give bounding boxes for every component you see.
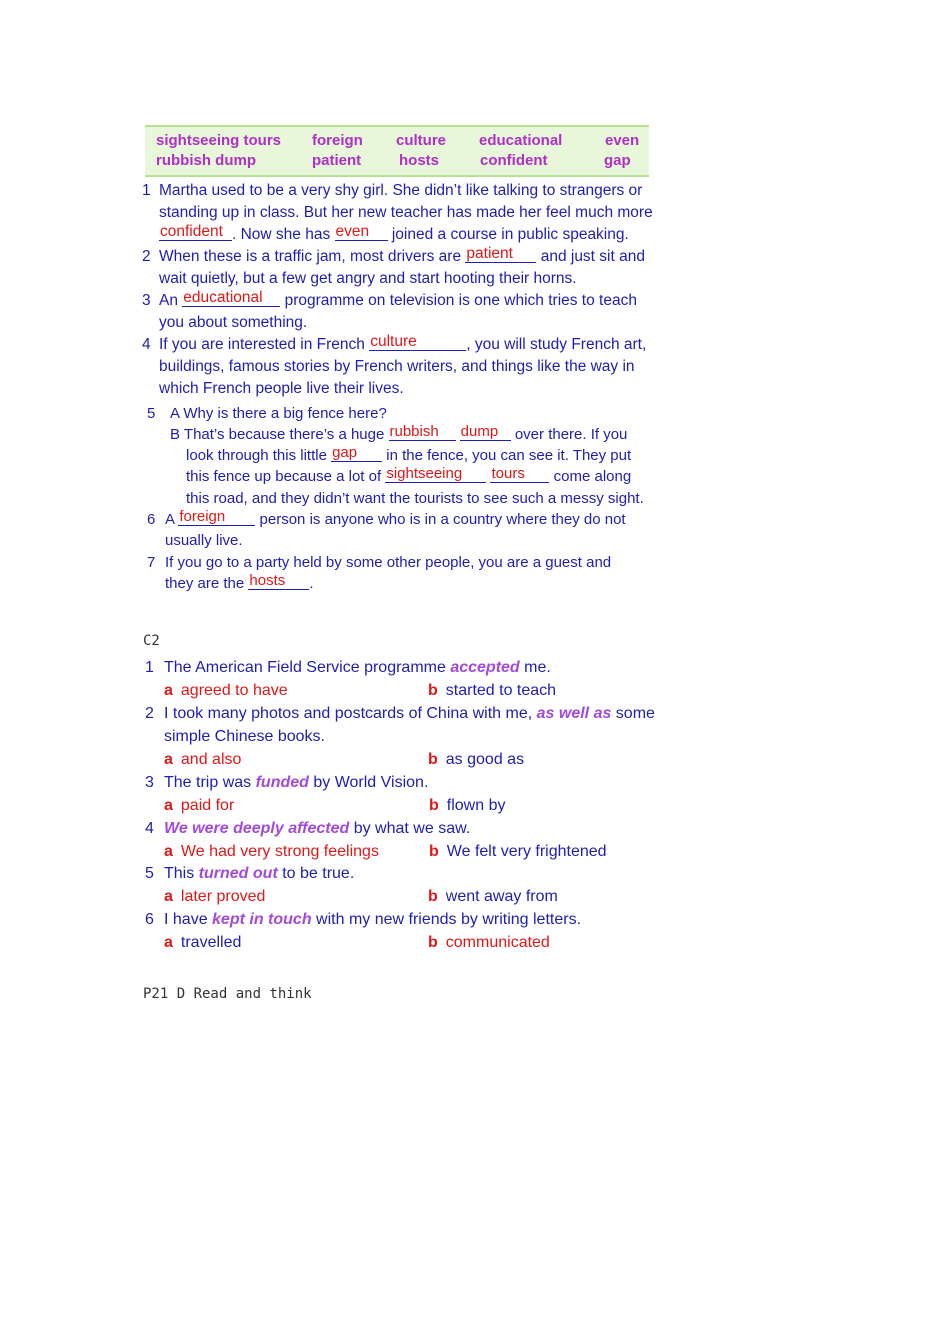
- option-letter: a: [164, 797, 173, 814]
- option-b: [428, 682, 556, 700]
- question-text: over there. If you: [514, 426, 628, 443]
- question-text: [164, 774, 428, 792]
- question-text: [164, 705, 655, 723]
- question-number: 1: [142, 182, 151, 199]
- question-text: some: [611, 705, 655, 722]
- dialogue-line: A Why is there a big fence here?: [170, 405, 387, 422]
- question-number: 5: [147, 405, 156, 422]
- word-item: culture: [396, 132, 447, 149]
- answer-blank: rubbish: [389, 424, 456, 441]
- question-number: 3: [145, 774, 154, 791]
- option-letter: a: [164, 888, 173, 905]
- question-text: I took many photos and postcards of China with me,: [164, 705, 537, 722]
- option-a: [164, 797, 234, 815]
- question-number: 6: [145, 911, 154, 928]
- question-text: [165, 572, 314, 593]
- keyword: funded: [255, 774, 309, 791]
- question-text: me.: [519, 659, 551, 676]
- question-text: An: [159, 292, 178, 309]
- question-text: I have: [164, 911, 213, 928]
- option-a: [164, 843, 379, 861]
- question-text: by World Vision.: [308, 774, 429, 791]
- option-letter: a: [164, 843, 173, 860]
- option-a: [164, 751, 241, 769]
- question-number: 5: [145, 865, 154, 882]
- question-text: This: [164, 865, 199, 882]
- option-letter: b: [428, 682, 438, 699]
- option-letter: b: [428, 751, 438, 768]
- question-text: programme on television is one which tries to teach: [284, 292, 637, 309]
- keyword: accepted: [450, 659, 520, 676]
- question-text: [159, 333, 647, 354]
- question-text: . Now she has: [232, 226, 331, 243]
- section-heading-c2: C2: [143, 633, 160, 649]
- question-text: by what we saw.: [349, 820, 471, 837]
- question-text: with my new friends by writing letters.: [311, 911, 582, 928]
- option-letter: b: [429, 843, 439, 860]
- answer-blank: confident: [159, 224, 232, 241]
- question-number: 2: [145, 705, 154, 722]
- question-text: If you go to a party held by some other people, you are a guest and: [165, 554, 612, 571]
- option-a: [164, 888, 265, 906]
- word-box: [145, 125, 649, 177]
- question-number: 3: [142, 292, 151, 309]
- word-item: foreign: [312, 132, 363, 149]
- question-text: wait quietly, but a few get angry and start hooting their horns.: [159, 270, 577, 287]
- word-item: rubbish dump: [156, 152, 256, 169]
- question-text: this fence up because a lot of: [186, 468, 382, 485]
- question-number: 6: [147, 511, 156, 528]
- question-text: usually live.: [165, 532, 243, 549]
- option-a: [164, 682, 288, 700]
- question-text: they are the: [165, 575, 245, 592]
- question-text: [164, 659, 551, 677]
- question-text: look through this little: [186, 447, 327, 464]
- question-number: 2: [142, 248, 151, 265]
- option-text: and also: [180, 751, 242, 768]
- question-text: [159, 245, 645, 266]
- section-heading-read-and-think: P21 D Read and think: [143, 986, 312, 1002]
- question-text: Martha used to be a very shy girl. She didn’t like talking to strangers or: [159, 182, 643, 199]
- word-item: educational: [479, 132, 563, 149]
- question-text: The American Field Service programme: [164, 659, 451, 676]
- question-number: 1: [145, 659, 154, 676]
- question-text: [164, 820, 470, 838]
- option-letter: b: [429, 797, 439, 814]
- question-text: [164, 911, 581, 929]
- keyword: turned out: [198, 865, 278, 882]
- option-text: travelled: [180, 934, 242, 951]
- option-text: We had very strong feelings: [180, 843, 379, 860]
- word-item: even: [605, 132, 640, 149]
- question-text: [165, 508, 626, 529]
- option-letter: a: [164, 751, 173, 768]
- question-number: 4: [145, 820, 154, 837]
- question-text: in the fence, you can see it. They put: [386, 447, 632, 464]
- keyword: We were deeply affected: [164, 820, 350, 837]
- question-text: person is anyone who is in a country where they do not: [259, 511, 626, 528]
- question-text: The trip was: [164, 774, 256, 791]
- option-text: flown by: [446, 797, 506, 814]
- answer-blank: gap: [331, 445, 382, 462]
- question-text: [159, 223, 629, 244]
- option-letter: a: [164, 682, 173, 699]
- question-text: B That’s because there’s a huge: [170, 426, 385, 443]
- option-letter: b: [428, 888, 438, 905]
- option-b: [429, 843, 607, 861]
- word-item: sightseeing tours: [156, 132, 282, 149]
- dialogue-line: [186, 444, 632, 465]
- option-text: later proved: [180, 888, 266, 905]
- option-text: We felt very frightened: [446, 843, 607, 860]
- dialogue-line: [170, 423, 628, 444]
- question-text: come along: [553, 468, 632, 485]
- keyword: as well as: [536, 705, 612, 722]
- answer-blank: foreign: [178, 509, 255, 526]
- dialogue-line: [186, 465, 632, 486]
- question-text: standing up in class. But her new teacher has made her feel much more: [159, 204, 653, 221]
- option-a: [164, 934, 241, 952]
- question-text: A: [165, 511, 175, 528]
- keyword: kept in touch: [212, 911, 312, 928]
- question-text: to be true.: [277, 865, 355, 882]
- option-text: paid for: [180, 797, 235, 814]
- word-item: patient: [312, 152, 362, 169]
- answer-blank: dump: [460, 424, 511, 441]
- question-text: When these is a traffic jam, most drivers are: [159, 248, 462, 265]
- option-text: went away from: [445, 888, 558, 905]
- question-text: which French people live their lives.: [159, 380, 404, 397]
- question-text: you about something.: [159, 314, 308, 331]
- answer-blank: educational: [182, 290, 280, 307]
- option-text: agreed to have: [180, 682, 288, 699]
- option-letter: a: [164, 934, 173, 951]
- question-text: buildings, famous stories by French writers, and things like the way in: [159, 358, 635, 375]
- option-letter: b: [428, 934, 438, 951]
- word-item: gap: [604, 152, 631, 169]
- word-item: confident: [480, 152, 548, 169]
- question-text: .: [309, 575, 314, 592]
- option-b: [428, 888, 558, 906]
- word-item: hosts: [399, 152, 440, 169]
- option-text: communicated: [445, 934, 550, 951]
- answer-blank: culture: [369, 334, 466, 351]
- option-b: [428, 934, 550, 952]
- answer-blank: even: [335, 224, 388, 241]
- answer-blank: sightseeing: [385, 466, 486, 483]
- option-b: [429, 797, 505, 815]
- option-text: as good as: [445, 751, 525, 768]
- question-text: and just sit and: [540, 248, 645, 265]
- question-text: , you will study French art,: [466, 336, 647, 353]
- question-text: If you are interested in French: [159, 336, 365, 353]
- answer-blank: tours: [490, 466, 549, 483]
- question-text: simple Chinese books.: [164, 728, 325, 745]
- answer-blank: hosts: [248, 573, 309, 590]
- question-number: 7: [147, 554, 156, 571]
- question-text: joined a course in public speaking.: [391, 226, 629, 243]
- question-text: [159, 289, 637, 310]
- answer-blank: patient: [465, 246, 536, 263]
- question-text: [164, 865, 354, 883]
- dialogue-line: this road, and they didn’t want the tourists to see such a messy sight.: [186, 490, 644, 507]
- question-number: 4: [142, 336, 151, 353]
- option-b: [428, 751, 524, 769]
- option-text: started to teach: [445, 682, 557, 699]
